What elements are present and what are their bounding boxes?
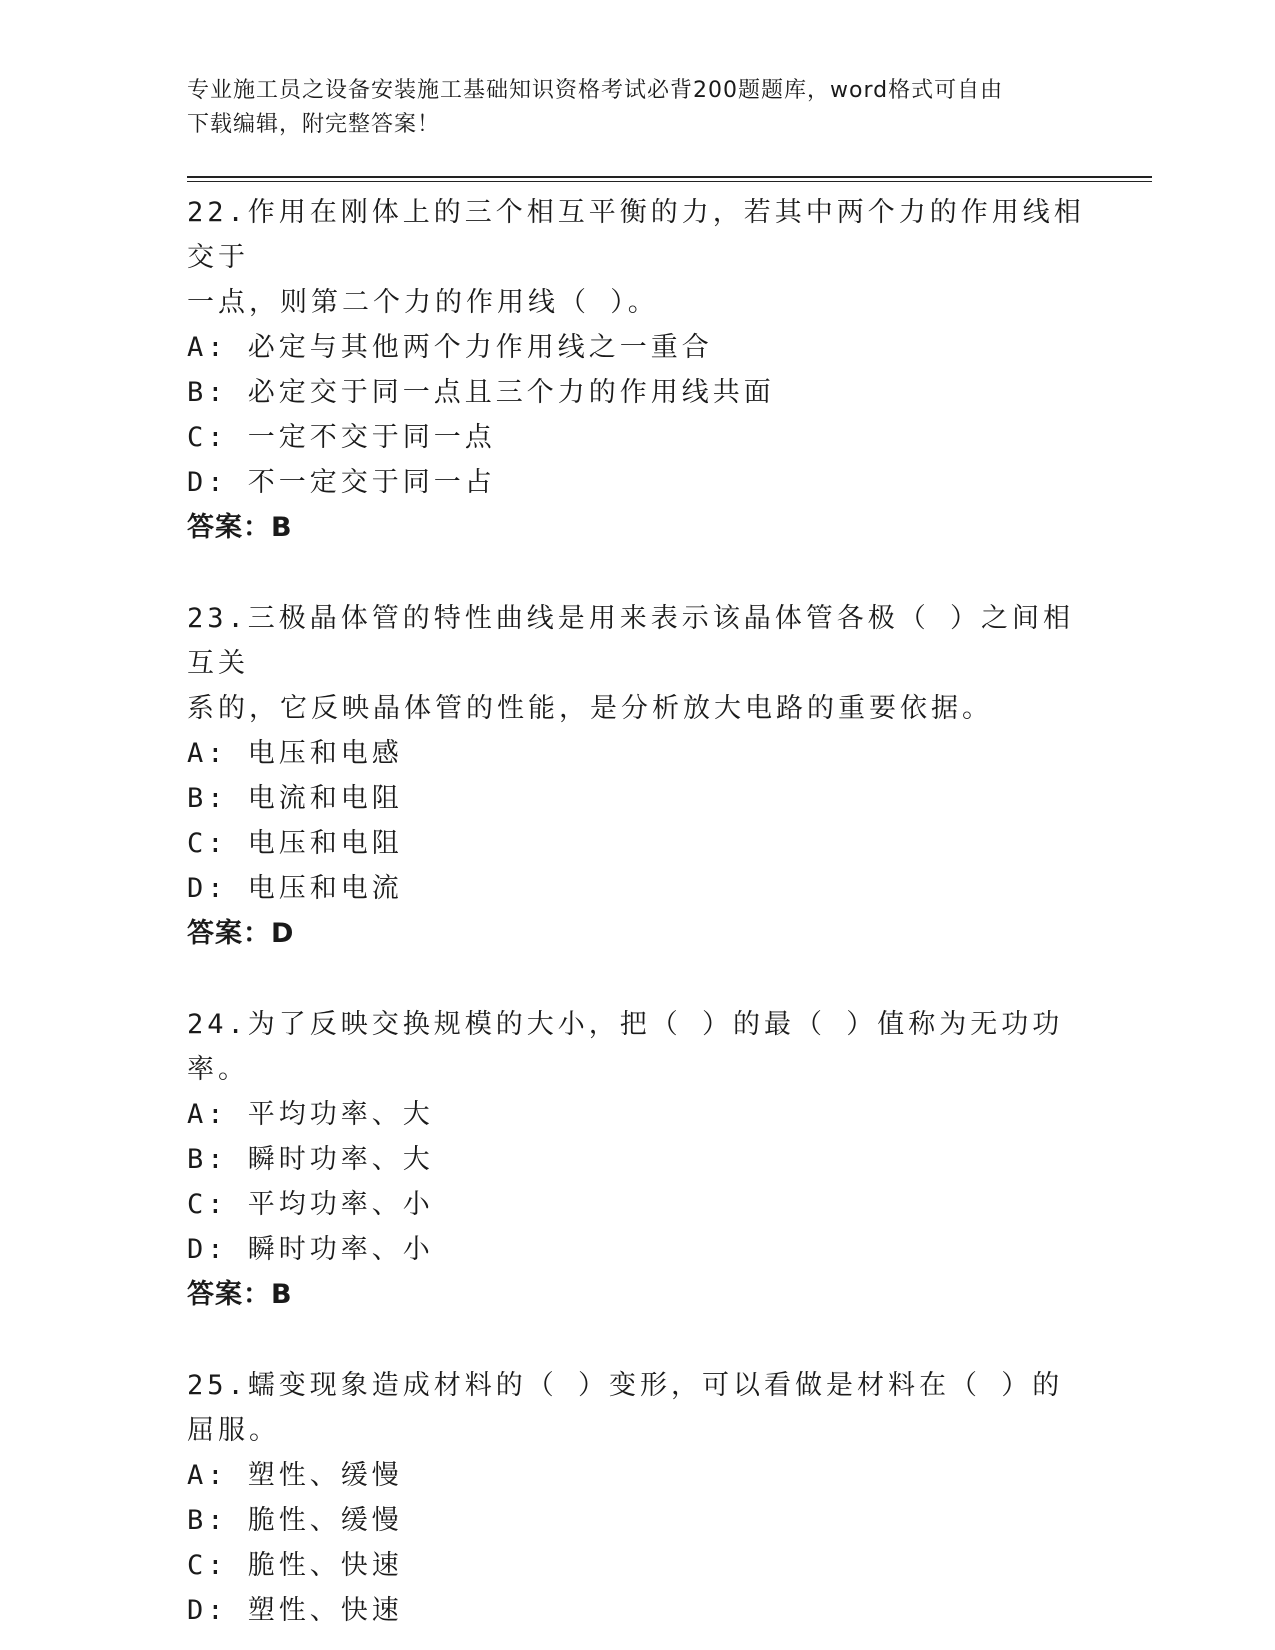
question-stem-line: 23.三极晶体管的特性曲线是用来表示该晶体管各极（ ）之间相互关	[187, 603, 1075, 679]
option-a: A: 平均功率、大	[187, 1099, 434, 1130]
option-c: C: 脆性、快速	[187, 1550, 403, 1581]
option-d: D: 不一定交于同一占	[187, 467, 496, 498]
option-b: B: 必定交于同一点且三个力的作用线共面	[187, 377, 775, 408]
option-c: C: 平均功率、小	[187, 1189, 434, 1220]
header-divider-thick	[187, 176, 1152, 178]
question-spacer	[187, 550, 1087, 596]
option-b: B: 脆性、缓慢	[187, 1505, 403, 1536]
option-d: D: 瞬时功率、小	[187, 1234, 434, 1265]
option-d: D: 塑性、快速	[187, 1595, 403, 1626]
question-24	[187, 1002, 1087, 1317]
question-stem-line: 24.为了反映交换规模的大小，把（ ）的最（ ）值称为无功功率。	[187, 1009, 1064, 1085]
question-list	[187, 190, 1087, 1633]
question-stem-line: 系的，它反映晶体管的性能，是分析放大电路的重要依据。	[187, 693, 993, 724]
option-c: C: 电压和电阻	[187, 828, 403, 859]
option-b: B: 瞬时功率、大	[187, 1144, 434, 1175]
question-22	[187, 190, 1087, 550]
document-header-title: 专业施工员之设备安装施工基础知识资格考试必背200题题库，word格式可自由 下载编辑，附完整答案！	[187, 78, 1004, 137]
question-spacer	[187, 956, 1087, 1002]
answer-label: 答案：B	[187, 512, 293, 543]
answer-label: 答案：D	[187, 918, 295, 949]
question-25	[187, 1363, 1087, 1633]
answer-label: 答案：B	[187, 1279, 293, 1310]
header-divider-thin	[187, 181, 1152, 182]
question-23	[187, 596, 1087, 956]
question-stem-line: 一点，则第二个力的作用线（ ）。	[187, 287, 659, 318]
option-a: A: 电压和电感	[187, 738, 403, 769]
question-spacer	[187, 1317, 1087, 1363]
option-a: A: 必定与其他两个力作用线之一重合	[187, 332, 713, 363]
question-stem-line: 22.作用在刚体上的三个相互平衡的力，若其中两个力的作用线相交于	[187, 197, 1085, 273]
option-b: B: 电流和电阻	[187, 783, 403, 814]
option-d: D: 电压和电流	[187, 873, 403, 904]
option-c: C: 一定不交于同一点	[187, 422, 496, 453]
option-a: A: 塑性、缓慢	[187, 1460, 403, 1491]
question-stem-line: 25.蠕变现象造成材料的（ ）变形，可以看做是材料在（ ）的屈服。	[187, 1370, 1064, 1446]
